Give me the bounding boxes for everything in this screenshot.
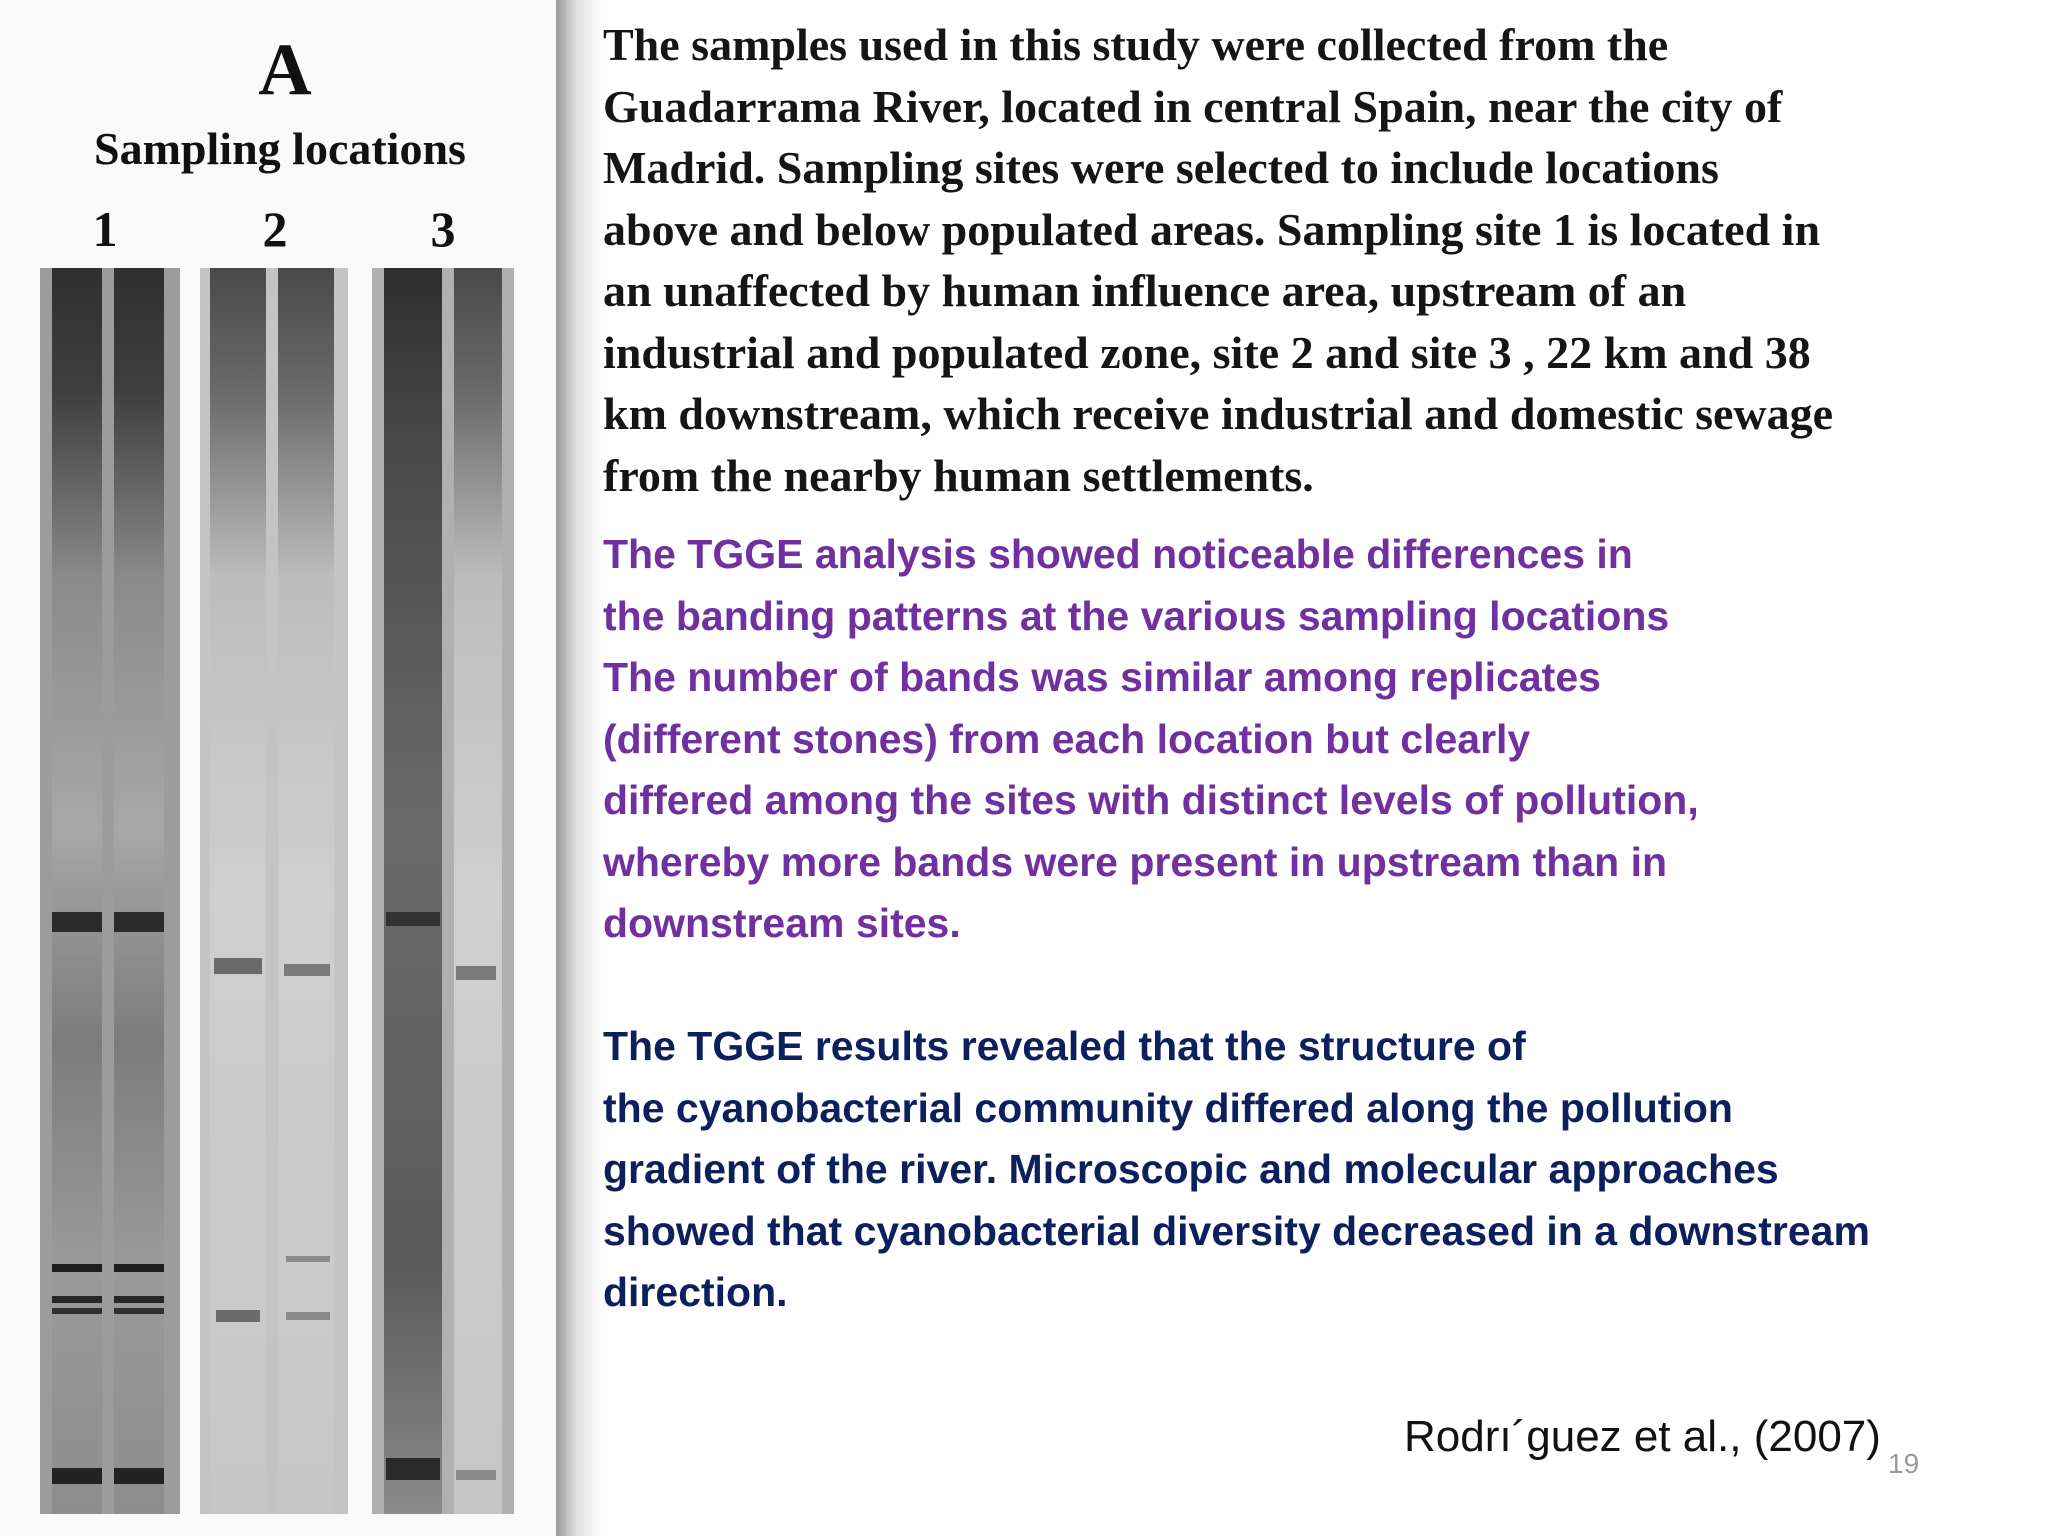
text-line: direction. bbox=[603, 1269, 788, 1315]
study-description-paragraph bbox=[603, 14, 2023, 506]
text-line: Guadarrama River, located in central Spain, near the city of bbox=[603, 80, 1783, 132]
text-line: above and below populated areas. Sampling site 1 is located in bbox=[603, 203, 1821, 255]
gel-lanes-image bbox=[0, 0, 566, 1536]
text-line: differed among the sites with distinct levels of pollution, bbox=[603, 777, 1699, 823]
text-line: km downstream, which receive industrial and domestic sewage bbox=[603, 388, 1834, 439]
text-line: The TGGE analysis showed noticeable differences in bbox=[603, 531, 1633, 577]
text-line: an unaffected by human influence area, upstream of an bbox=[603, 265, 1687, 316]
tgge-analysis-paragraph bbox=[603, 524, 2023, 955]
lane-label-1: 1 bbox=[92, 201, 118, 257]
text-line: downstream sites. bbox=[603, 900, 961, 946]
slide-number: 19 bbox=[1888, 1448, 1920, 1479]
lane-label-3: 3 bbox=[430, 201, 456, 257]
text-line: industrial and populated zone, site 2 and site 3 , 22 km and 38 bbox=[603, 326, 1811, 378]
text-line: (different stones) from each location but clearly bbox=[603, 715, 1531, 762]
tgge-results-paragraph bbox=[603, 1016, 2023, 1324]
text-line: gradient of the river. Microscopic and molecular approaches bbox=[603, 1146, 1779, 1192]
figure-title: Sampling locations bbox=[94, 123, 466, 174]
panel-letter: A bbox=[258, 29, 312, 111]
gel-figure bbox=[0, 0, 566, 1536]
text-line: Madrid. Sampling sites were selected to include locations bbox=[603, 142, 1719, 193]
figure-shadow bbox=[556, 0, 602, 1536]
text-line: showed that cyanobacterial diversity decreased in a downstream bbox=[603, 1207, 1870, 1254]
text-line: from the nearby human settlements. bbox=[603, 449, 1314, 501]
text-line: the banding patterns at the various sampling locations bbox=[603, 592, 1670, 639]
text-line: The samples used in this study were collected from the bbox=[603, 19, 1669, 70]
text-line: whereby more bands were present in upstream than in bbox=[603, 838, 1667, 885]
text-line: The TGGE results revealed that the structure of bbox=[603, 1023, 1526, 1069]
text-line: the cyanobacterial community differed along the pollution bbox=[603, 1084, 1733, 1131]
lane-label-2: 2 bbox=[262, 201, 288, 257]
text-line: The number of bands was similar among replicates bbox=[603, 654, 1601, 700]
citation: Rodrı´guez et al., (2007) bbox=[1404, 1412, 1881, 1461]
